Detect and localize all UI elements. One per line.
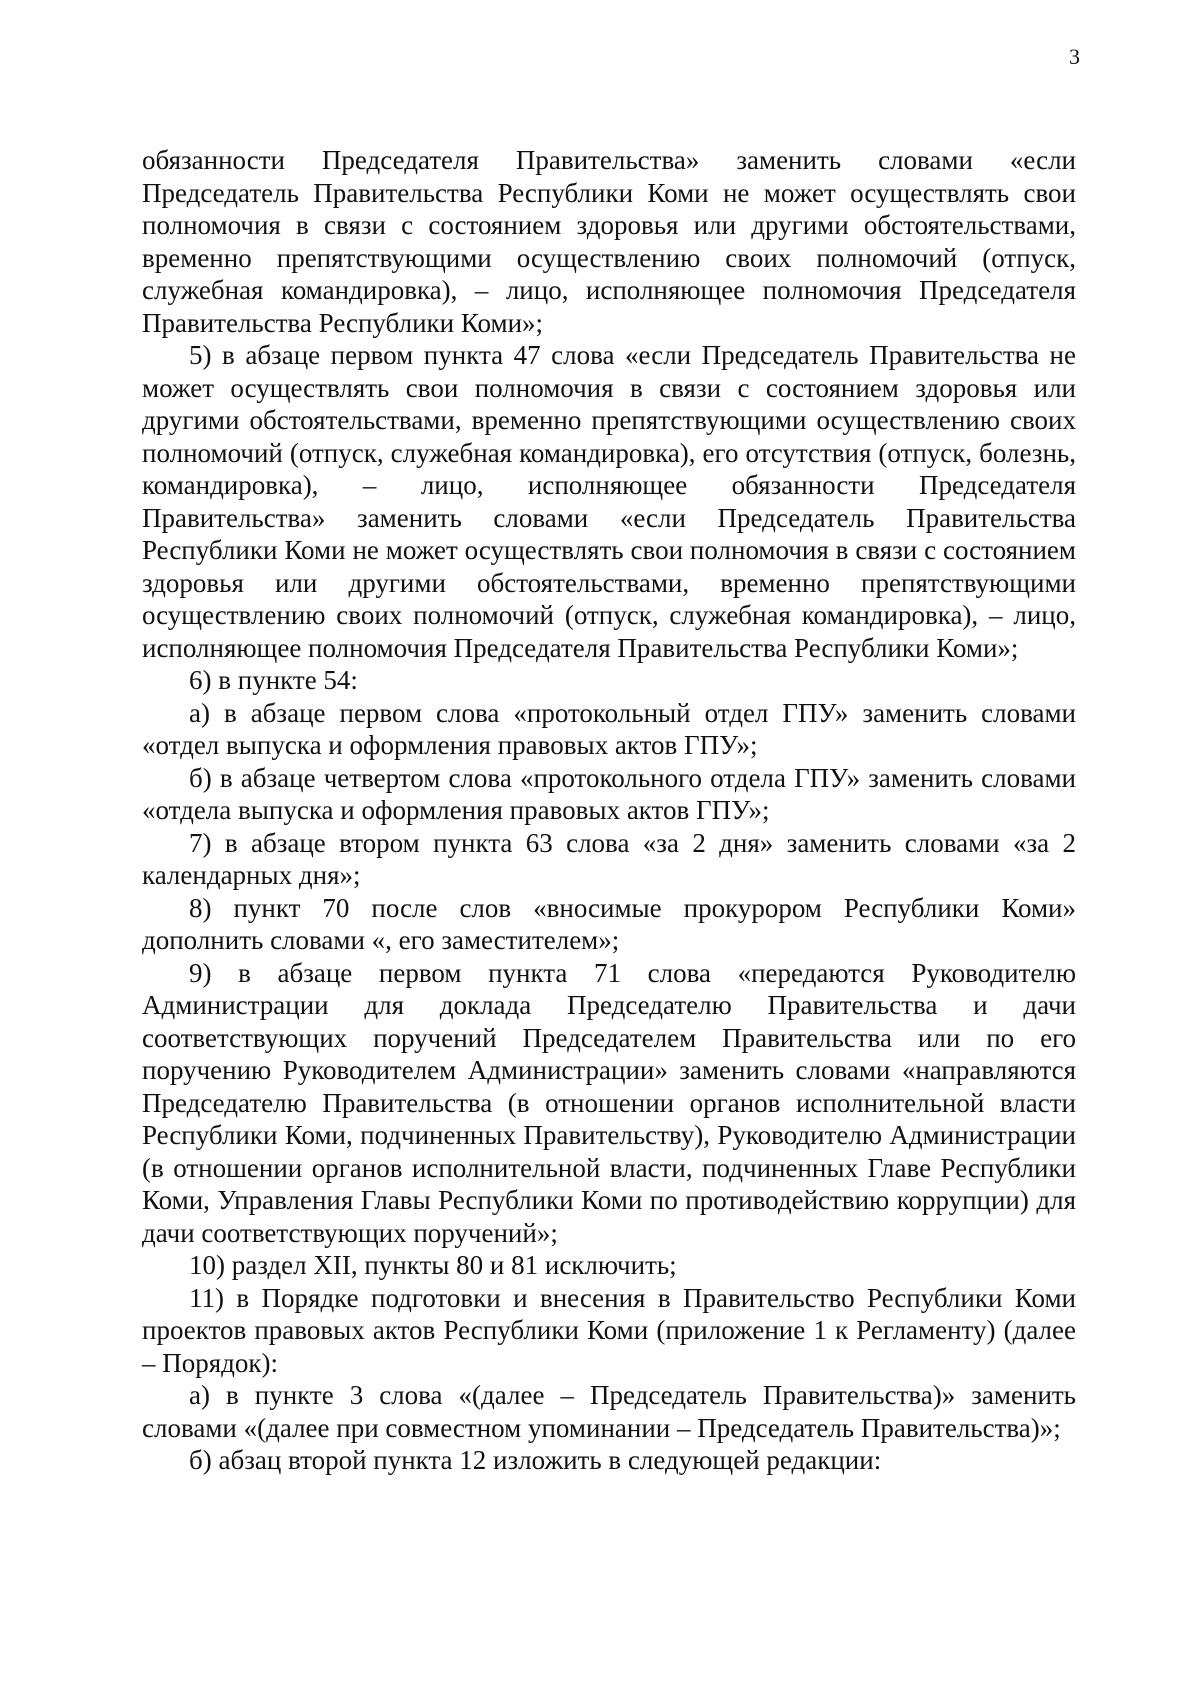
paragraph-item-11b: б) абзац второй пункта 12 изложить в следующей редакции: — [189, 1445, 882, 1475]
paragraph-item-7: 7) в абзаце втором пункта 63 слова «за 2 дня» заменить словами «за 2 календарных дня»; — [142, 827, 1076, 890]
paragraph-item-11: 11) в Порядке подготовки и внесения в Правительство Республики Коми проектов правовых актов Республики Коми (приложение 1 к Регламенту) (далее – Порядок): — [142, 1282, 1076, 1378]
paragraph-item-10: 10) раздел XII, пункты 80 и 81 исключить; — [189, 1250, 677, 1280]
paragraph-item-6: 6) в пункте 54: — [189, 665, 358, 695]
paragraph-item-5: 5) в абзаце первом пункта 47 слова «если Председатель Правительства не может осуществлять свои полномочия в связи с состоянием здоровья или другими обстоятельствами, временно препятствующими осуществлению своих полномочий (отпуск, служебная командировка), его отсутствия (отпуск, болезнь, командировка), – лицо, исполняющее обязанности Председателя Правительства» заменить словами «если Председатель Правительства Республики Коми не может осуществлять свои полномочия в связи с состоянием здоровья или другими обстоятельствами, временно препятствующими осуществлению своих полномочий (отпуск, служебная командировка), – лицо, исполняющее полномочия Председателя Правительства Республики Коми»; — [142, 340, 1076, 663]
paragraph-item-9: 9) в абзаце первом пункта 71 слова «передаются Руководителю Администрации для доклада Председателю Правительства и дачи соответствующих поручений Председателем Правительства или по его поручению Руководителем Администрации» заменить словами «направляются Председателю Правительства (в отношении органов исполнительной власти Республики Коми, подчиненных Правительству), Руководителю Администрации (в отношении органов исполнительной власти, подчиненных Главе Республики Коми, Управления Главы Республики Коми по противодействию коррупции) для дачи соответствующих поручений»; — [142, 957, 1076, 1248]
page-number: 3 — [1069, 44, 1080, 69]
paragraph-item-6a: а) в абзаце первом слова «протокольный отдел ГПУ» заменить словами «отдел выпуска и оформления правовых актов ГПУ»; — [142, 697, 1076, 760]
paragraph-item-11a: а) в пункте 3 слова «(далее – Председатель Правительства)» заменить словами «(далее при совместном упоминании – Председатель Правительства)»; — [142, 1380, 1076, 1443]
document-body — [142, 144, 1076, 1477]
paragraph-item-8: 8) пункт 70 после слов «вносимые прокурором Республики Коми» дополнить словами «, его заместителем»; — [142, 892, 1076, 955]
paragraph-item-6b: б) в абзаце четвертом слова «протокольного отдела ГПУ» заменить словами «отдела выпуска и оформления правовых актов ГПУ»; — [142, 762, 1076, 825]
paragraph-continuation: обязанности Председателя Правительства» заменить словами «если Председатель Правительства Республики Коми не может осуществлять свои полномочия в связи с состоянием здоровья или другими обстоятельствами, временно препятствующими осуществлению своих полномочий (отпуск, служебная командировка), – лицо, исполняющее полномочия Председателя Правительства Республики Коми»; — [142, 145, 1076, 338]
